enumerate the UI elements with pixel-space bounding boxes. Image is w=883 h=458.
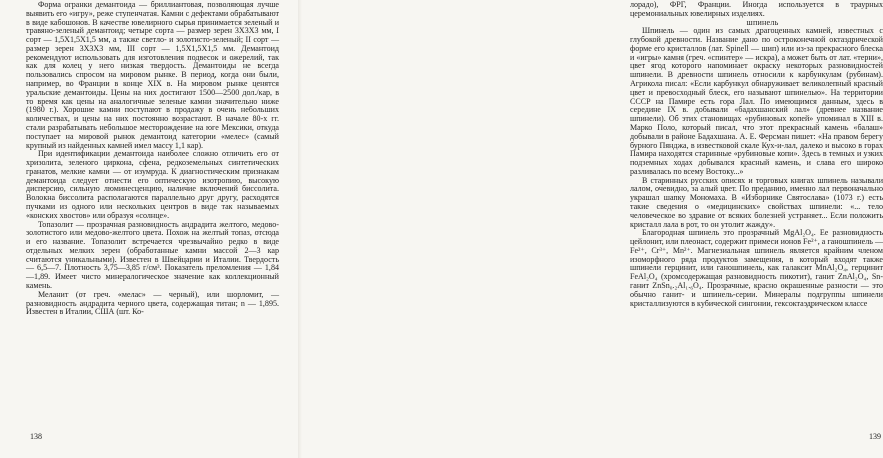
right-page [300,0,883,458]
paragraph-topazolite: Топазолит — прозрачная разновидность андрадита желтого, медово-золотистого или медово-желтого цвета. Похож на желтый топаз, отсюда и его название. Топазолит встречается чрезвычайно редко в виде отдельных мелких зерен (обработанные камни массой 2—3 кар считаются уникальными). Известен в Швейцарии и Италии. Твердость — 6,5—7. Плотность 3,75—3,85 г/см³. Показатель преломления — 1,84—1,89. Имеет чисто минералогическое значение как коллекционный камень. [26,219,279,290]
page-number-right: 139 [869,432,881,441]
paragraph-spinel-lal: В старинных русских описях и торговых книгах шпинель называли лалом, очевидно, за алый цвет. По преданию, именно лал первоначально украшал шапку Мономаха. В «Изборнике Святослава» (1073 г.) есть такие сведения о «медицинских» свойствах шпинели: «... тело человеческое во здравие от всяких болезней устраняет... Если положить кристалл лала в рот, то он утолит жажду». [630,175,883,229]
paragraph-continuation: лорадо), ФРГ, Франции. Иногда используется в траурных церемониальных ювелирных изделиях. [630,0,883,18]
left-page-text [26,1,279,317]
paragraph-melanite: Меланит (от греч. «мелас» — черный), или шорломит, — разновидность андрадита черного цвета, содержащая титан; n — 1,895. Известен в Италии, США (шт. Ко- [26,289,279,317]
right-page-text [630,1,883,308]
left-page [0,0,300,458]
paragraph-demantoid-identification: При идентификации демантоида наиболее сложно отличить его от хризолита, зеленого циркона, сфена, редкоземельных синтетических гранатов, мелкие камни — от изумруда. К диагностическим признакам демантоида следует отнести его оптическую изотропию, высокую дисперсию, сильную люминесценцию, наличие включений биссолита. Волокна биссолита располагаются параллельно друг другу, расходятся пучками из одного или нескольких центров в виде так называемых «конских хвостов» или образуя «солнце». [26,149,279,220]
section-title-spinel: шпинель [746,17,779,27]
paragraph-spinel-history: Шпинель — один из самых драгоценных камней, известных с глубокой древности. Название дано по остроконечной октаэдрической форме его кристаллов (лат. Spinell — шип) или из-за прекрасного блеска и «игры» камня (греч. «спинтер» — искра), а может быть от лат. «терни», цвет ягод которого напоминает окраску некоторых разновидностей шпинели. В древности шпинель относили к карбункулам (рубинам). Агрикола писал: «Если карбункул обнаруживает великолепный красный цвет и превосходный блеск, его называют шпинелью». На территории СССР на Памире есть гора Лал. По имеющимся данным, здесь в середине IX в. добывали «бадахшанский лал» (древнее название шпинели). Об этих становищах «рубиновых копей» упоминал в XIII в. Марко Поло, который писал, что этот прекрасный камень «балаш» добывали в районе Бадахшана. А. Е. Ферсман пишет: «На правом берегу бурного Пянджа, в известковой скале Кух-и-лал, далеко и высоко в горах Памира находятся старинные «рубиновые копи». Здесь в темных и узких подземных ходах добывался красный камень, и слава его широко разливалась по всему Востоку...» [630,26,883,176]
page-number-left: 138 [30,432,42,441]
paragraph-demantoid-cut: Форма огранки демантоида — бриллиантовая, позволяющая лучше выявить его «игру», реже ступенчатая. Камни с дефектами обрабатывают в виде кабошонов. В качестве ювелирного сырья принимается зеленый и травяно-зеленый демантоид; четыре сорта — размер зерен 3Х3Х3 мм, I сорт — 1,5Х1,5Х1,5 мм, а также светло- и золотисто-зеленый; II сорт — размер зерен 3Х3Х3 мм, III сорт — 1,5Х1,5Х1,5 мм. Демантоид рекомендуют использовать для изготовления подвесок и ожерелий, так как для колец у него низкая твердость. Демантоиды не всегда пользовались спросом на мировом рынке. В период, когда они были, например, во Франции в конце XIX в. На мировом рынке ценятся уральские демантоиды. Цены на них достигают 1500—2500 дол./кар, в то время как цены на аналогичные зеленые камни значительно ниже (1980 г.). Хорошие камни поступают в продажу в очень небольших количествах, и цены на них постоянно возрастают. В начале 80-х гг. стали разрабатывать небольшое месторождение на юге Мексики, откуда поступает на мировой рынок демантоид категории «мелес» (самый крупный из найденных камней имел массу 1,1 кар). [26,0,279,150]
paragraph-spinel-composition: Благородная шпинель это прозрачный MgAl₂O₄. Ее разновидность цейлонит, или плеонаст, содержит примеси ионов Fe²⁺, а ганошпинель — Fe²⁺, Cr³⁺, Mn²⁺. Магнезиальная шпинель является крайним членом изоморфного ряда продуктов замещения, в который входят также шпинели герцинит, или ганошпинель, как галаксит MnAl₂O₄, герцинит FeAl₂O₄ (хромсодержащая разновидность пикотит), ганит ZnAl₂O₄, Sn-ганит ZnSn₀.₂Al₁.₆O₄. Прозрачные, красно окрашенные разности — это обычно ганит- и шпинель-серии. Минералы подгруппы шпинели кристаллизуются в кубической сингонии, гексоктаэдрическом классе [630,228,883,308]
